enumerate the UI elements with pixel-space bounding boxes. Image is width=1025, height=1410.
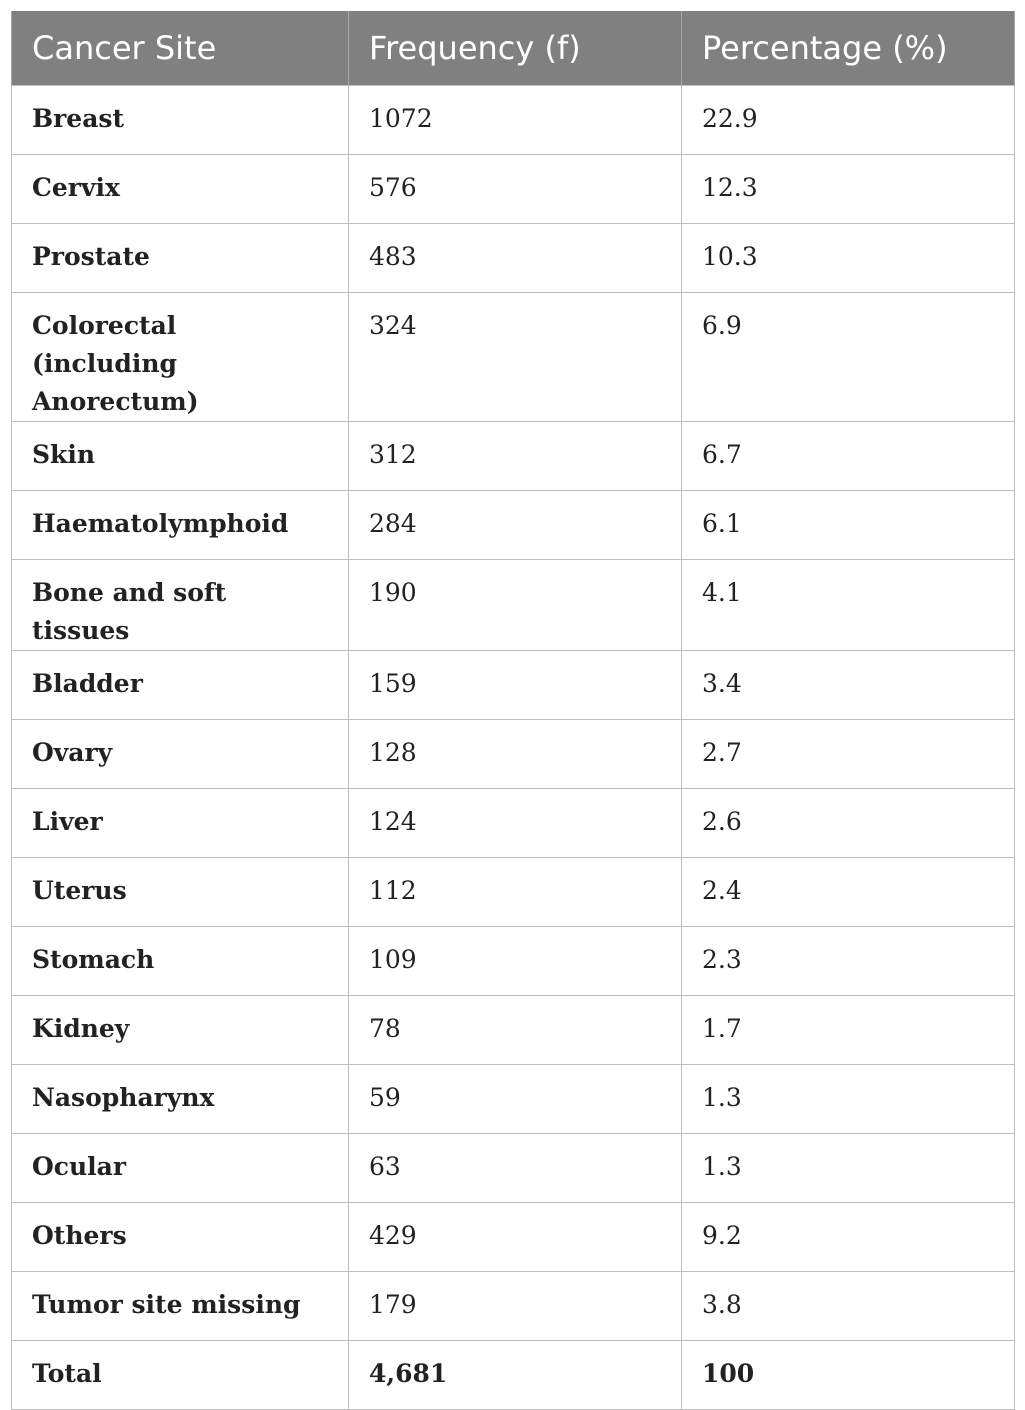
cell-site: Tumor site missing [12, 1271, 349, 1340]
cell-percentage: 10.3 [682, 223, 1015, 292]
cell-site: Breast [12, 85, 349, 154]
cell-site: Bone and soft tissues [12, 559, 349, 650]
cell-percentage: 6.1 [682, 490, 1015, 559]
table-row [12, 995, 1015, 1064]
cell-site: Bladder [12, 650, 349, 719]
table-row [12, 650, 1015, 719]
cell-site [12, 292, 349, 421]
table-row [12, 154, 1015, 223]
cell-percentage: 6.7 [682, 421, 1015, 490]
cell-percentage: 9.2 [682, 1202, 1015, 1271]
cell-frequency: 1072 [349, 85, 682, 154]
cell-site: Kidney [12, 995, 349, 1064]
total-frequency: 4,681 [349, 1340, 682, 1409]
cell-percentage: 12.3 [682, 154, 1015, 223]
cell-site: Stomach [12, 926, 349, 995]
total-percentage: 100 [682, 1340, 1015, 1409]
cancer-site-table [11, 11, 1015, 1410]
cell-frequency: 109 [349, 926, 682, 995]
table-row [12, 421, 1015, 490]
cell-site: Others [12, 1202, 349, 1271]
cell-percentage: 4.1 [682, 559, 1015, 650]
table-row [12, 1133, 1015, 1202]
cell-site-line2: (including Anorectum) [32, 348, 199, 416]
cell-frequency: 124 [349, 788, 682, 857]
table-row [12, 1271, 1015, 1340]
table-row [12, 1064, 1015, 1133]
cell-percentage: 1.3 [682, 1133, 1015, 1202]
cell-frequency: 63 [349, 1133, 682, 1202]
cell-frequency: 159 [349, 650, 682, 719]
total-label: Total [12, 1340, 349, 1409]
table-row [12, 559, 1015, 650]
table-row [12, 926, 1015, 995]
cell-percentage: 3.8 [682, 1271, 1015, 1340]
table-body [12, 85, 1015, 1409]
cell-percentage: 22.9 [682, 85, 1015, 154]
cell-percentage: 1.7 [682, 995, 1015, 1064]
cell-site: Ovary [12, 719, 349, 788]
cell-site: Uterus [12, 857, 349, 926]
cell-frequency: 78 [349, 995, 682, 1064]
cell-site: Cervix [12, 154, 349, 223]
cell-frequency: 179 [349, 1271, 682, 1340]
cell-site: Skin [12, 421, 349, 490]
cell-site: Ocular [12, 1133, 349, 1202]
cell-frequency: 190 [349, 559, 682, 650]
table-row [12, 1202, 1015, 1271]
cell-frequency: 312 [349, 421, 682, 490]
cell-percentage: 3.4 [682, 650, 1015, 719]
cell-percentage: 2.3 [682, 926, 1015, 995]
cell-frequency: 429 [349, 1202, 682, 1271]
cell-site: Haematolymphoid [12, 490, 349, 559]
cell-frequency: 576 [349, 154, 682, 223]
cell-percentage: 6.9 [682, 292, 1015, 421]
cell-percentage: 2.4 [682, 857, 1015, 926]
cell-frequency: 483 [349, 223, 682, 292]
table-row [12, 85, 1015, 154]
cell-site: Nasopharynx [12, 1064, 349, 1133]
cell-frequency: 59 [349, 1064, 682, 1133]
cell-frequency: 284 [349, 490, 682, 559]
cell-frequency: 128 [349, 719, 682, 788]
cell-percentage: 1.3 [682, 1064, 1015, 1133]
table-row [12, 490, 1015, 559]
cell-frequency: 112 [349, 857, 682, 926]
header-cancer-site: Cancer Site [12, 11, 349, 85]
table-row [12, 223, 1015, 292]
table-header [12, 11, 1015, 85]
total-row [12, 1340, 1015, 1409]
table-row [12, 857, 1015, 926]
cell-percentage: 2.7 [682, 719, 1015, 788]
cell-site: Liver [12, 788, 349, 857]
table-row [12, 292, 1015, 421]
cancer-site-table-container [11, 11, 1014, 1410]
cell-frequency: 324 [349, 292, 682, 421]
table-row [12, 719, 1015, 788]
cell-percentage: 2.6 [682, 788, 1015, 857]
header-row [12, 11, 1015, 85]
header-percentage: Percentage (%) [682, 11, 1015, 85]
table-row [12, 788, 1015, 857]
header-frequency: Frequency (f) [349, 11, 682, 85]
cell-site: Prostate [12, 223, 349, 292]
cell-site-line1: Colorectal [32, 310, 177, 340]
